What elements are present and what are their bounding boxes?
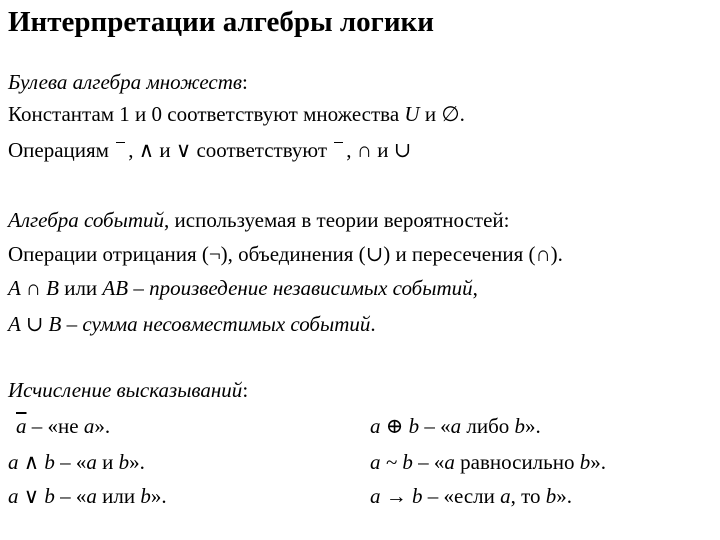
- imp-expr: a → b: [370, 484, 423, 508]
- calculus-heading: [8, 380, 248, 401]
- constants-prefix: Константам 1 и 0 соответствуют множества: [8, 102, 405, 126]
- product-end: ,: [472, 276, 478, 300]
- not-a-var2: a: [83, 414, 95, 438]
- equiv-text: – «: [412, 450, 445, 474]
- xor-expr: a ⊕ b: [370, 414, 420, 438]
- imp-text: – «если: [422, 484, 501, 508]
- imp-a: a: [500, 484, 511, 508]
- equiv-expr: a ~ b: [370, 450, 413, 474]
- and-end: ».: [129, 450, 145, 474]
- equiv-end: ».: [590, 450, 606, 474]
- events-heading: [8, 210, 509, 231]
- events-heading-suffix: , используемая в теории вероятностей:: [164, 208, 510, 232]
- slide-title: Интерпретации алгебры логики: [8, 6, 434, 38]
- constants-and: и: [419, 102, 442, 126]
- ops-prefix: Операциям: [8, 138, 115, 162]
- not-a-line: [16, 416, 110, 437]
- sum-end: .: [370, 312, 376, 336]
- xor-b: b: [514, 414, 526, 438]
- constants-end: .: [459, 102, 465, 126]
- equiv-a: a: [444, 450, 455, 474]
- product-or: или: [58, 276, 103, 300]
- imp-end: ».: [556, 484, 573, 508]
- product-ab: AB: [102, 276, 129, 300]
- xor-line: [370, 416, 541, 437]
- complement-bar-icon: [332, 156, 346, 157]
- xor-a: a: [450, 414, 462, 438]
- sum-text: – сумма несовместимых событий: [61, 312, 371, 336]
- not-a-var: $\overline{a}$: [16, 414, 27, 438]
- boolean-heading-text: Булева алгебра множеств: [8, 70, 243, 94]
- and-a: a: [86, 450, 97, 474]
- and-mid: и: [96, 450, 119, 474]
- boolean-constants-line: [8, 104, 465, 125]
- events-product-line: [8, 278, 478, 299]
- or-end: ».: [150, 484, 167, 508]
- or-expr: a ∨ b: [8, 484, 55, 508]
- calculus-heading-text: Исчисление высказываний: [8, 378, 243, 402]
- sum-vars: A ∪ B: [8, 312, 62, 336]
- equiv-b: b: [579, 450, 591, 474]
- boolean-heading-suffix: :: [242, 70, 248, 94]
- not-a-end: ».: [94, 414, 111, 438]
- or-a: a: [86, 484, 97, 508]
- xor-text: – «: [419, 414, 451, 438]
- or-text: – «: [54, 484, 87, 508]
- or-line: [8, 486, 167, 507]
- imp-mid: , то: [510, 484, 546, 508]
- implication-line: [370, 486, 572, 507]
- xor-end: ».: [525, 414, 541, 438]
- empty-set-symbol: ∅: [441, 102, 460, 126]
- events-heading-text: Алгебра событий: [8, 208, 165, 232]
- or-mid: или: [96, 484, 141, 508]
- imp-b: b: [545, 484, 557, 508]
- product-vars: A ∩ B: [8, 276, 59, 300]
- and-line: [8, 452, 145, 473]
- calculus-heading-suffix: :: [242, 378, 249, 402]
- boolean-heading: [8, 72, 248, 93]
- equiv-line: [370, 452, 606, 473]
- events-ops-line: Операции отрицания (¬), объединения (∪) и пересечения (∩).: [8, 242, 563, 266]
- or-b: b: [140, 484, 151, 508]
- equiv-mid: равносильно: [454, 450, 580, 474]
- xor-mid: либо: [461, 414, 515, 438]
- negation-bar-icon: [114, 156, 128, 157]
- not-a-text: – «не: [26, 414, 84, 438]
- and-expr: a ∧ b: [8, 450, 55, 474]
- universal-set: U: [404, 102, 420, 126]
- ops-mid: , ∧ и ∨ соответствуют: [128, 138, 333, 162]
- events-sum-line: [8, 314, 376, 335]
- and-text: – «: [54, 450, 87, 474]
- ops-end: , ∩ и ∪: [346, 138, 412, 162]
- boolean-ops-line: [8, 140, 411, 161]
- product-text: – произведение независимых событий: [128, 276, 473, 300]
- and-b: b: [118, 450, 130, 474]
